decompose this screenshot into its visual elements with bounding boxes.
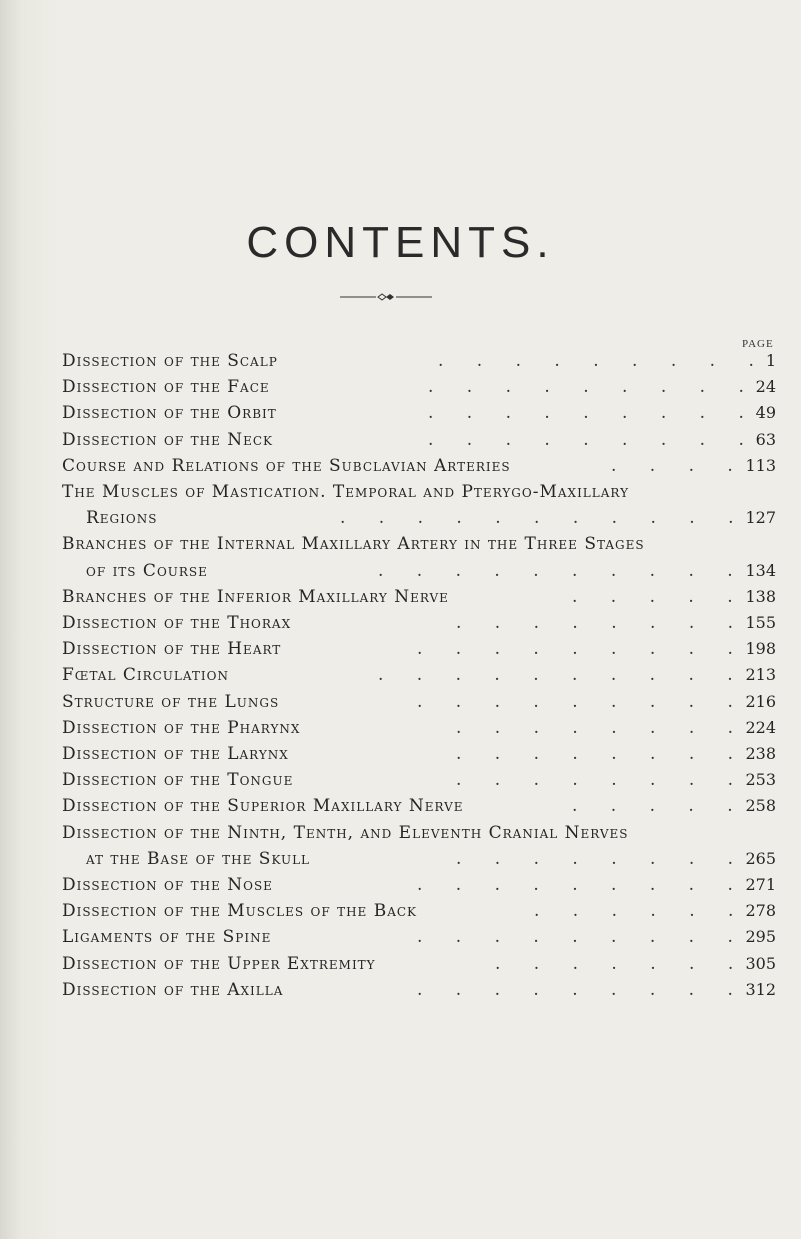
toc-entry: [62, 743, 778, 765]
dot-leader: . . . . . . . . .: [428, 429, 744, 450]
toc-entry: [62, 926, 778, 948]
toc-entry: [62, 612, 778, 634]
toc-entry-line: [62, 926, 778, 948]
toc-page-number: 312: [745, 979, 776, 999]
toc-entry: [62, 953, 778, 975]
toc-entry-line: [62, 848, 778, 870]
toc-page-number: 224: [745, 717, 776, 737]
toc-entry-line: [62, 586, 778, 608]
toc-entry-line: [62, 979, 778, 1001]
toc-page-number: 49: [755, 403, 776, 423]
dot-leader: . . . . . . . . . .: [378, 665, 733, 686]
toc-entry-line: [62, 743, 778, 765]
toc-page-number: 295: [745, 927, 776, 947]
toc-entry: [62, 822, 778, 870]
toc-page-number: 134: [745, 560, 776, 580]
toc-entry: [62, 533, 778, 581]
toc-entry-line: [62, 717, 778, 739]
toc-entry: [62, 900, 778, 922]
dot-leader: . . . . . . . . .: [417, 875, 733, 895]
toc-entry-line: [62, 376, 778, 398]
toc-entry: [62, 638, 778, 660]
toc-entry: [62, 691, 778, 713]
toc-entry-title: Dissection of the Ninth, Tenth, and Eleventh Cranial Nerves: [62, 822, 629, 843]
toc-entry: [62, 402, 778, 424]
toc-entry: [62, 350, 778, 372]
toc-entry-title: Branches of the Inferior Maxillary Nerve: [62, 586, 449, 607]
toc-page-number: 213: [745, 665, 776, 685]
toc-entry-line: [62, 402, 778, 424]
toc-entry: [62, 874, 778, 896]
toc-entry-title: Dissection of the Superior Maxillary Nerve: [62, 796, 464, 817]
toc-entry-line: [62, 953, 778, 975]
toc-entry-title: Dissection of the Pharynx: [62, 717, 301, 738]
dot-leader: . . . . . . . . .: [438, 351, 754, 371]
toc-page-number: 253: [745, 770, 776, 790]
dot-leader: . . . . . . . .: [456, 613, 734, 633]
toc-entry-title: Dissection of the Tongue: [62, 770, 294, 791]
dot-leader: . . . . . . . . .: [417, 979, 733, 1000]
toc-entry-title: Course and Relations of the Subclavian Arteries: [62, 455, 511, 476]
toc-entry-line: [62, 638, 778, 660]
toc-entry-line: [62, 455, 778, 477]
dot-leader: . . . . . . . .: [456, 770, 734, 791]
toc-entry-title: Dissection of the Axilla: [62, 979, 284, 1000]
dot-leader: . . . . . .: [534, 901, 734, 922]
dot-leader: . . . . .: [572, 796, 733, 817]
toc-entry-title: of its Course: [86, 560, 208, 581]
dot-leader: . . . . . . . .: [456, 848, 734, 869]
toc-page-number: 305: [745, 953, 776, 973]
dot-leader: . . . . . . . . .: [428, 403, 744, 424]
toc-entry-line: [62, 560, 778, 582]
toc-entry: [62, 376, 778, 398]
toc-entry-line: [62, 429, 778, 451]
toc-entry-line: [62, 795, 778, 817]
toc-entry-title: at the Base of the Skull: [86, 848, 311, 869]
toc-entry-line: [62, 691, 778, 713]
toc-page-number: 155: [745, 613, 776, 632]
toc-entry-title: Dissection of the Muscles of the Back: [62, 901, 418, 922]
toc-entry-title: Fœtal Circulation: [62, 665, 229, 686]
toc-entry-line: [62, 900, 778, 922]
toc-page-number: 1: [765, 351, 776, 370]
page-column-label: PAGE: [742, 338, 774, 350]
toc-entry: [62, 481, 778, 529]
toc-entry: [62, 429, 778, 451]
toc-entry: [62, 586, 778, 608]
dot-leader: . . . . . . . .: [456, 717, 734, 738]
toc-entry-title: Dissection of the Neck: [62, 429, 274, 450]
toc-entry-line: [62, 769, 778, 791]
dot-leader: . . . . . . . . . .: [378, 560, 733, 581]
dot-leader: . . . . . . . . .: [428, 377, 744, 398]
toc-entry-title: Structure of the Lungs: [62, 691, 280, 712]
page-title: CONTENTS.: [246, 218, 555, 267]
toc-page-number: 113: [745, 455, 776, 475]
dot-leader: . . . . . . .: [495, 953, 734, 974]
toc-entry-title: Dissection of the Scalp: [62, 351, 278, 371]
toc-entry-title: The Muscles of Mastication. Temporal and Pterygo-Maxillary: [62, 482, 629, 502]
dot-leader: . . . . . . . . .: [417, 927, 733, 948]
toc-page-number: 127: [745, 508, 776, 528]
dot-leader: . . . . . . . . . . .: [340, 508, 734, 529]
toc-page-number: 216: [745, 691, 776, 711]
dot-leader: . . . .: [611, 455, 733, 476]
toc-entry-line: [62, 822, 778, 844]
toc-page-number: 63: [755, 429, 776, 449]
toc-page-number: 198: [745, 639, 776, 659]
dot-leader: . . . . . . . .: [456, 744, 734, 764]
toc-entry-title: Ligaments of the Spine: [62, 927, 272, 948]
toc-entry-title: Branches of the Internal Maxillary Artery in the Three Stages: [62, 534, 645, 555]
toc-page-number: 258: [745, 796, 776, 816]
toc-entry-line: [62, 664, 778, 686]
toc-page-number: 138: [745, 586, 776, 606]
dot-leader: . . . . . . . . .: [417, 639, 733, 660]
toc-entry: [62, 717, 778, 739]
toc-entry-title: Dissection of the Heart: [62, 639, 282, 660]
toc-entry-line: [62, 612, 778, 634]
toc-entry: [62, 795, 778, 817]
toc-entry: [62, 455, 778, 477]
toc-entry-line: [62, 350, 778, 372]
toc-entry: [62, 979, 778, 1001]
toc-entry-title: Dissection of the Nose: [62, 875, 273, 895]
toc-entry-title: Dissection of the Larynx: [62, 744, 289, 764]
dot-leader: . . . . . . . . .: [417, 691, 733, 712]
toc-entry-title: Regions: [86, 508, 158, 529]
toc-entry-line: [62, 507, 778, 529]
toc-entry-title: Dissection of the Upper Extremity: [62, 953, 376, 974]
dot-leader: . . . . .: [572, 586, 733, 607]
toc-page-number: 278: [745, 901, 776, 921]
toc-entry: [62, 769, 778, 791]
toc-entry-line: [62, 874, 778, 896]
title-ornament: [340, 292, 432, 302]
toc-entry-title: Dissection of the Thorax: [62, 613, 292, 633]
toc-entry: [62, 664, 778, 686]
toc-entry-title: Dissection of the Orbit: [62, 403, 277, 424]
toc-entry-line: [62, 533, 778, 555]
toc-page-number: 271: [745, 875, 776, 894]
toc-page-number: 265: [745, 848, 776, 868]
toc-entry-line: [62, 481, 778, 503]
toc-entry-title: Dissection of the Face: [62, 377, 270, 398]
toc-page-number: 238: [745, 744, 776, 763]
toc-page-number: 24: [755, 377, 776, 397]
